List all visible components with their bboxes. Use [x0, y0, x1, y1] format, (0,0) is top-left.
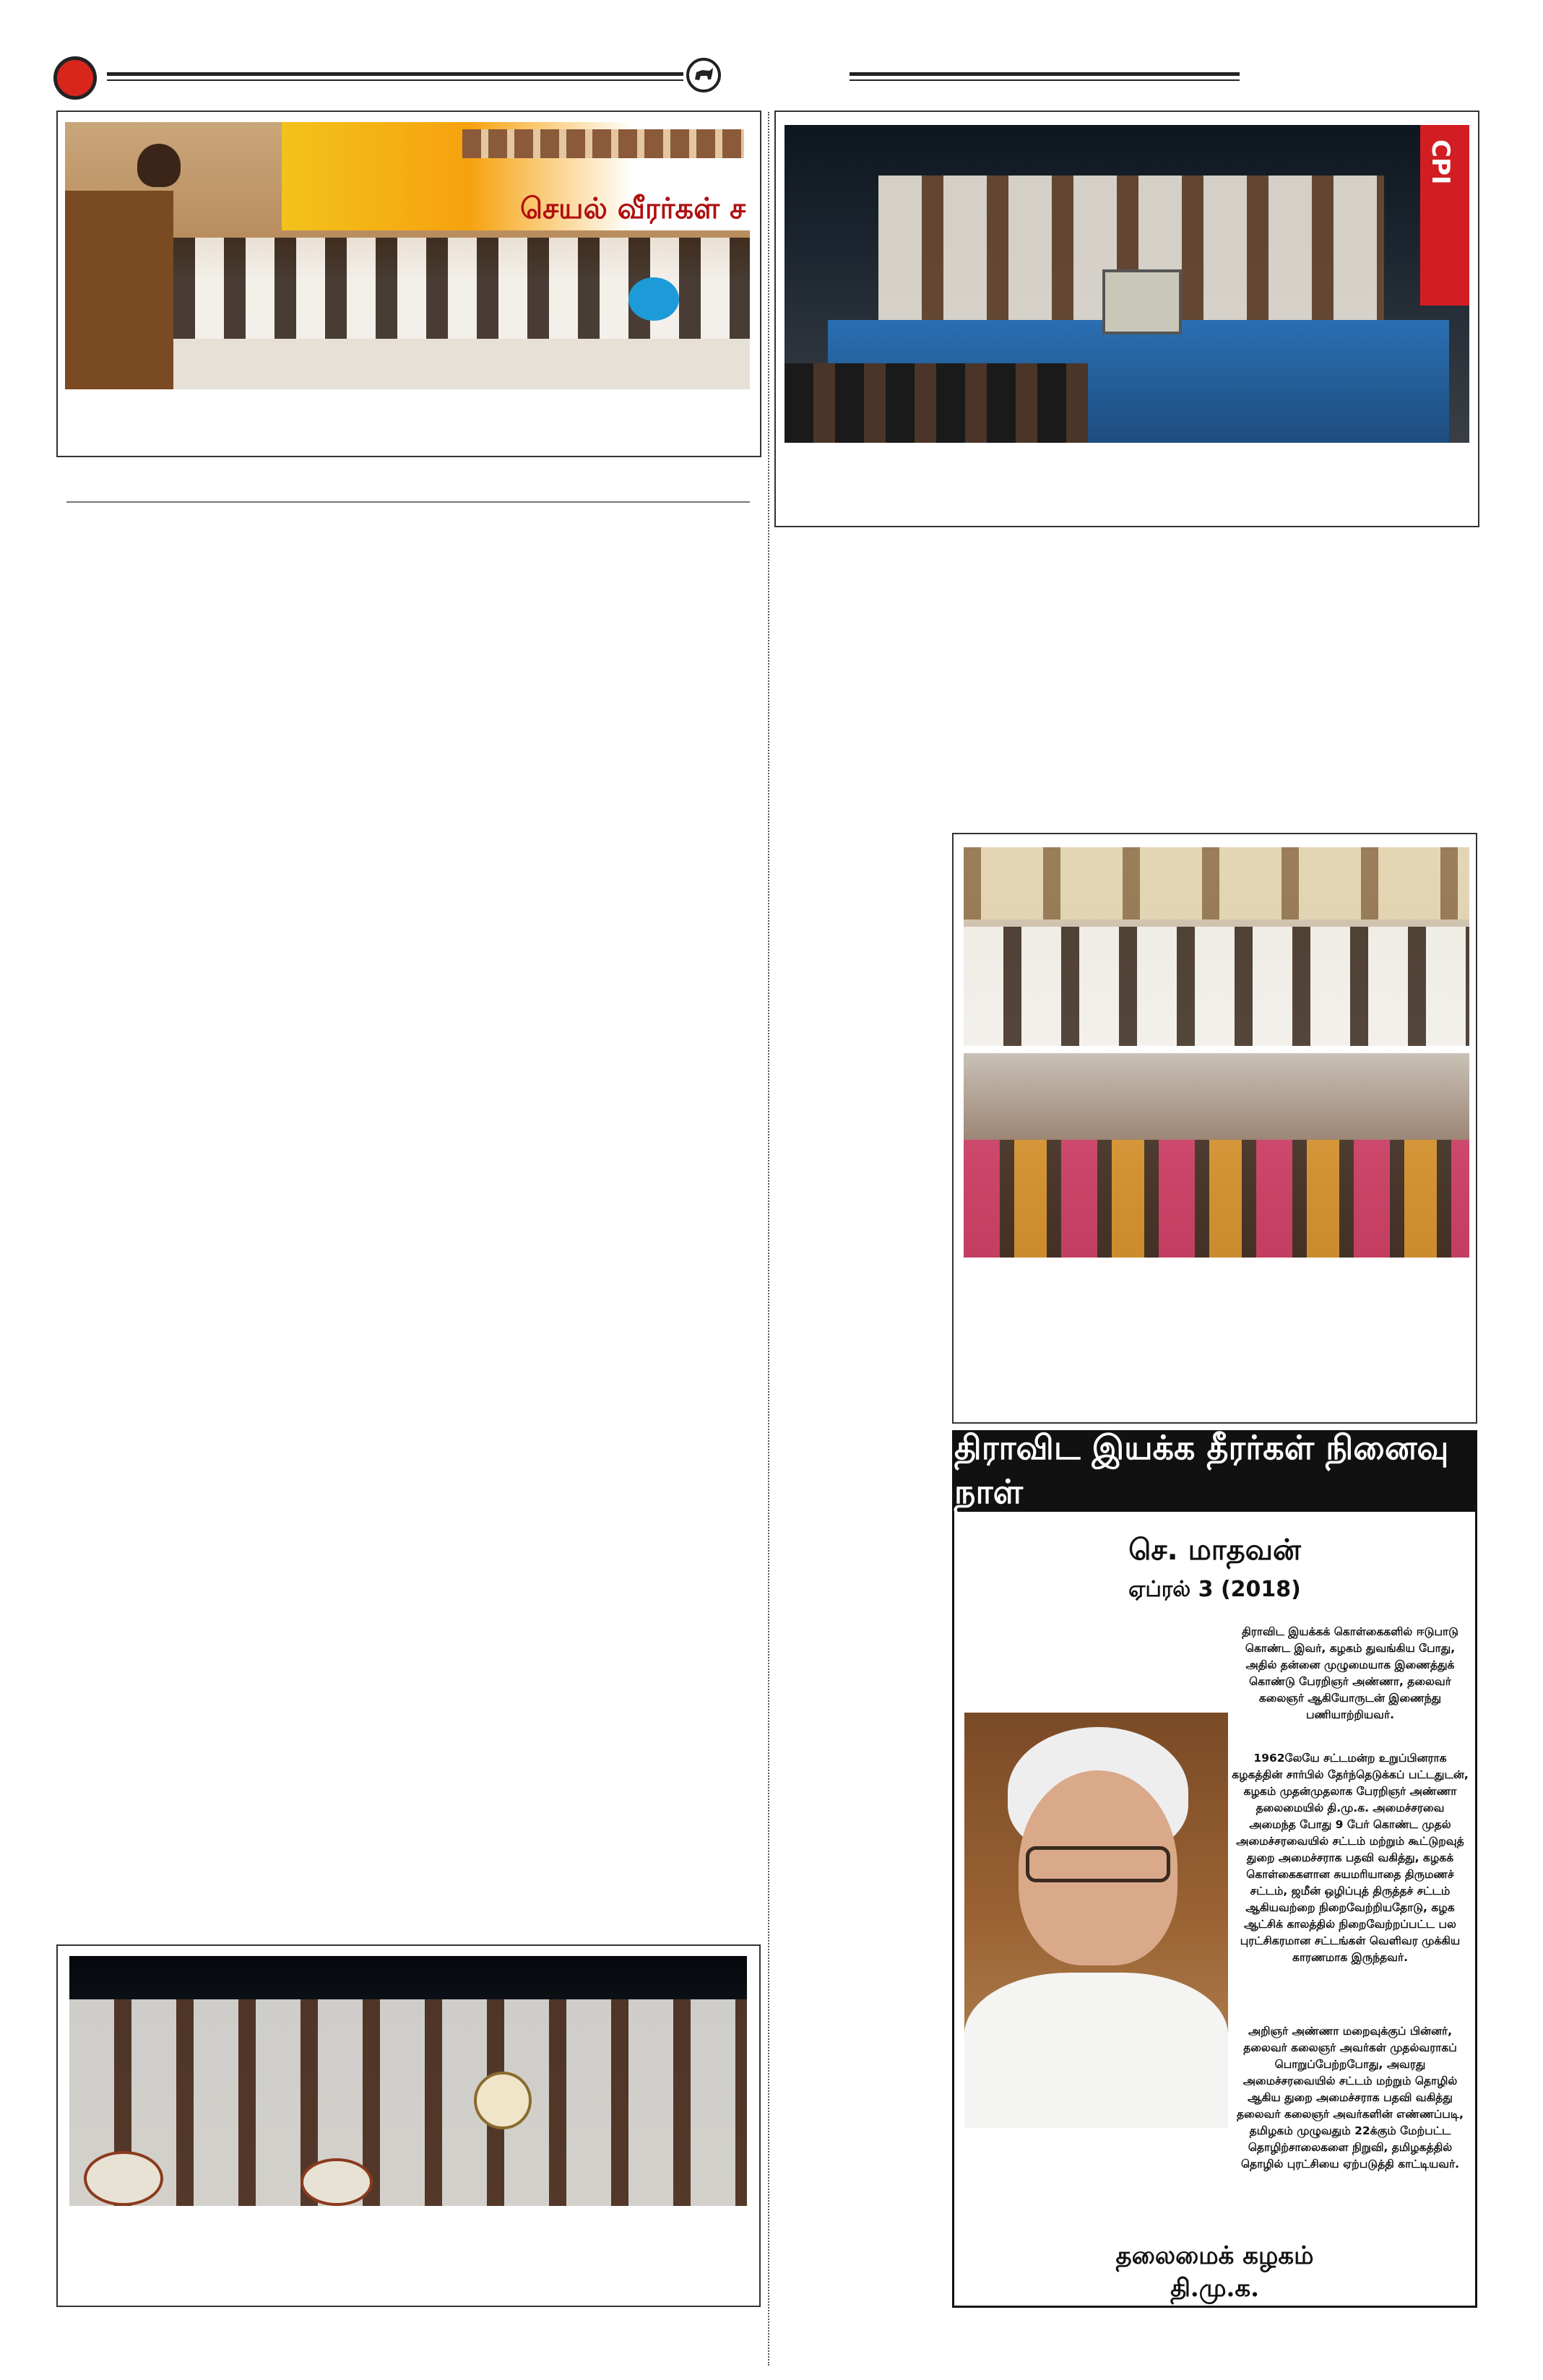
tribute-box	[952, 1430, 1477, 2308]
drum-left	[84, 2151, 163, 2206]
stage-banner	[282, 122, 750, 230]
tribute-banner: திராவிட இயக்க தீரர்கள் நினைவு நாள்	[954, 1432, 1475, 1512]
phones-foreground	[785, 363, 1088, 443]
left-column-rule	[66, 501, 750, 503]
tribute-paragraph-3	[1231, 2023, 1469, 2180]
stage-event-box	[56, 111, 761, 457]
drum-celebration-photo	[69, 1956, 747, 2206]
flag-text: CPI	[1426, 139, 1455, 185]
speaker-figure	[137, 144, 181, 187]
night-campaign-photo	[785, 125, 1469, 443]
tribute-paragraph-2	[1231, 1750, 1469, 1973]
seated-group	[964, 927, 1469, 1046]
spotlight	[1102, 269, 1182, 334]
women-audience-photo	[964, 1053, 1469, 1258]
portrait-photo	[964, 1713, 1228, 2128]
indoor-meeting-photo	[964, 847, 1469, 1046]
tribute-signature-1: தலைமைக் கழகம்	[1115, 2241, 1314, 2270]
rising-sun-logo	[53, 56, 97, 100]
tribute-text-1: திராவிட இயக்கக் கொள்கைகளில் ஈடுபாடு கொண்ட இவர், கழகம் துவங்கிய போது, அதில் தன்னை முழுமையாக இணைத்துக் கொண்டு பேரறிஞர் அண்ணா, தலைவர் கலைஞர் ஆகியோருடன் இணைந்து பணியாற்றியவர்.	[1242, 1625, 1458, 1721]
portrait-shirt	[964, 1973, 1228, 2128]
indoor-meeting-box	[952, 833, 1477, 1424]
tribute-signature-2: தி.மு.க.	[1170, 2274, 1259, 2303]
tribute-text-2: 1962லேயே சட்டமன்ற உறுப்பினராக கழகத்தின் சார்பில் தேர்ந்தெடுக்கப் பட்டதுடன், கழகம் முதன்முதலாக பேரறிஞர் அண்ணா தலைமையில் தி.மு.க. அமைச்சரவை அமைந்த போது 9 பேர் கொண்ட முதல் அமைச்சரவையில் சட்டம் மற்றும் கூட்டுறவுத் துறை அமைச்சராக பதவி வகித்து, கழகக் கொள்கைகளான சுயமரியாதை திருமணச் சட்டம், ஜமீன் ஒழிப்புத் திருத்தச் சட்டம் ஆகியவற்றை நிறைவேற்றியதோடு, கழக ஆட்சிக் காலத்தில் நிறைவேற்றப்பட்ட பல புரட்சிகரமான சட்டங்கள் வெளிவர முக்கிய காரணமாக இருந்தவர்.	[1232, 1752, 1469, 1964]
podium	[65, 191, 173, 389]
tribute-date: ஏப்ரல் 3 (2018)	[1128, 1577, 1301, 1602]
wall-portraits	[964, 847, 1469, 919]
tribute-paragraph-1	[1231, 1624, 1469, 1731]
header-rule-left-thin	[107, 79, 683, 81]
header-rule-right-thin	[850, 79, 1240, 81]
column-divider	[768, 112, 769, 2366]
bull-emblem	[686, 58, 721, 92]
tribute-text-3: அறிஞர் அண்ணா மறைவுக்குப் பின்னர், தலைவர் கலைஞர் அவர்கள் முதல்வராகப் பொறுப்பேற்றபோது, அவரது அமைச்சரவையில் சட்டம் மற்றும் தொழில் ஆகிய துறை அமைச்சராக பதவி வகித்து தலைவர் கலைஞர் அவர்களின் எண்ணப்படி, தமிழகம் முழுவதும் 22க்கும் மேற்பட்ட தொழிற்சாலைகளை நிறுவி, தமிழகத்தில் தொழில் புரட்சியை ஏற்படுத்தி காட்டியவர்.	[1236, 2025, 1464, 2171]
portrait-glasses	[1026, 1846, 1170, 1882]
drum-center	[474, 2072, 532, 2129]
banner-strip	[462, 129, 744, 158]
red-flag	[1420, 125, 1469, 306]
header-rule-left	[107, 72, 683, 76]
drum-celebration-box	[56, 1944, 761, 2307]
banner-text: செயல் வீரர்கள் ச	[520, 191, 746, 225]
drum-right	[301, 2158, 373, 2206]
stage-meeting-photo	[65, 122, 750, 389]
stage-floor	[173, 339, 750, 389]
celebrating-crowd	[69, 1999, 747, 2206]
audience-rows	[964, 1140, 1469, 1258]
header-rule-right	[850, 72, 1240, 76]
tribute-name: செ. மாதவன்	[1128, 1533, 1301, 1567]
pot-on-table	[628, 277, 679, 321]
night-campaign-box	[774, 111, 1479, 527]
